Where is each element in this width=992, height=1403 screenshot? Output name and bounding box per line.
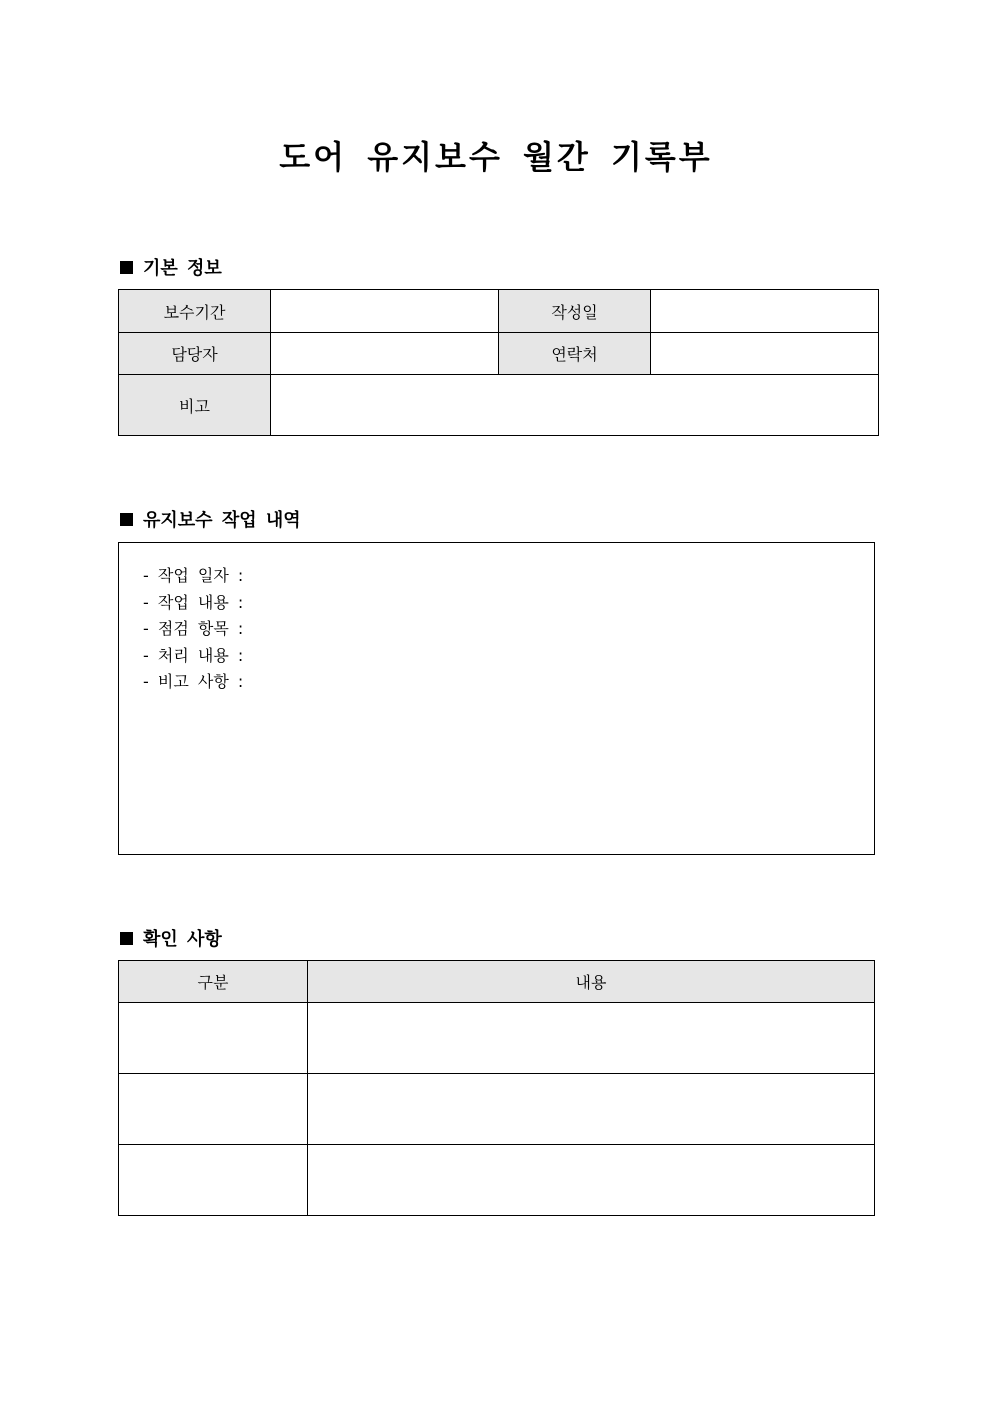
table-row <box>119 1003 875 1074</box>
date-written-field[interactable] <box>651 290 879 333</box>
manager-label: 담당자 <box>119 333 271 375</box>
table-row <box>119 1145 875 1216</box>
category-cell[interactable] <box>119 1145 308 1216</box>
table-row <box>119 1074 875 1145</box>
manager-field[interactable] <box>271 333 499 375</box>
category-cell[interactable] <box>119 1074 308 1145</box>
table-row <box>119 333 879 375</box>
list-item: - 작업 내용 : <box>143 592 244 612</box>
table-header-row <box>119 961 875 1003</box>
date-written-label: 작성일 <box>499 290 651 333</box>
list-item: - 작업 일자 : <box>143 566 244 585</box>
period-label: 보수기간 <box>119 290 271 333</box>
section-heading-basic-info <box>120 254 222 280</box>
contact-field[interactable] <box>651 333 879 375</box>
remarks-field[interactable] <box>271 375 879 436</box>
document-title: 도어 유지보수 월간 기록부 <box>279 138 713 176</box>
list-item: - 점검 항목 : <box>143 619 244 638</box>
content-cell[interactable] <box>308 1003 875 1074</box>
column-header: 내용 <box>308 961 875 1003</box>
content-cell[interactable] <box>308 1145 875 1216</box>
table-row <box>119 290 879 333</box>
content-cell[interactable] <box>308 1074 875 1145</box>
contact-label: 연락처 <box>499 333 651 375</box>
section-heading-work-history <box>120 506 301 532</box>
basic-info-table <box>118 289 879 436</box>
category-cell[interactable] <box>119 1003 308 1074</box>
work-history-list <box>119 543 874 696</box>
section-title: 기본 정보 <box>143 258 222 279</box>
section-title: 확인 사항 <box>143 929 222 950</box>
square-bullet-icon <box>120 513 133 526</box>
column-header: 구분 <box>119 961 308 1003</box>
remarks-label: 비고 <box>119 375 271 436</box>
confirmation-table <box>118 960 875 1216</box>
square-bullet-icon <box>120 261 133 274</box>
period-field[interactable] <box>271 290 499 333</box>
square-bullet-icon <box>120 932 133 945</box>
section-title: 유지보수 작업 내역 <box>143 510 301 531</box>
list-item: - 비고 사항 : <box>143 672 244 691</box>
work-history-box[interactable] <box>118 542 875 855</box>
list-item: - 처리 내용 : <box>143 645 244 665</box>
table-row <box>119 375 879 436</box>
section-heading-confirmation <box>120 925 222 951</box>
